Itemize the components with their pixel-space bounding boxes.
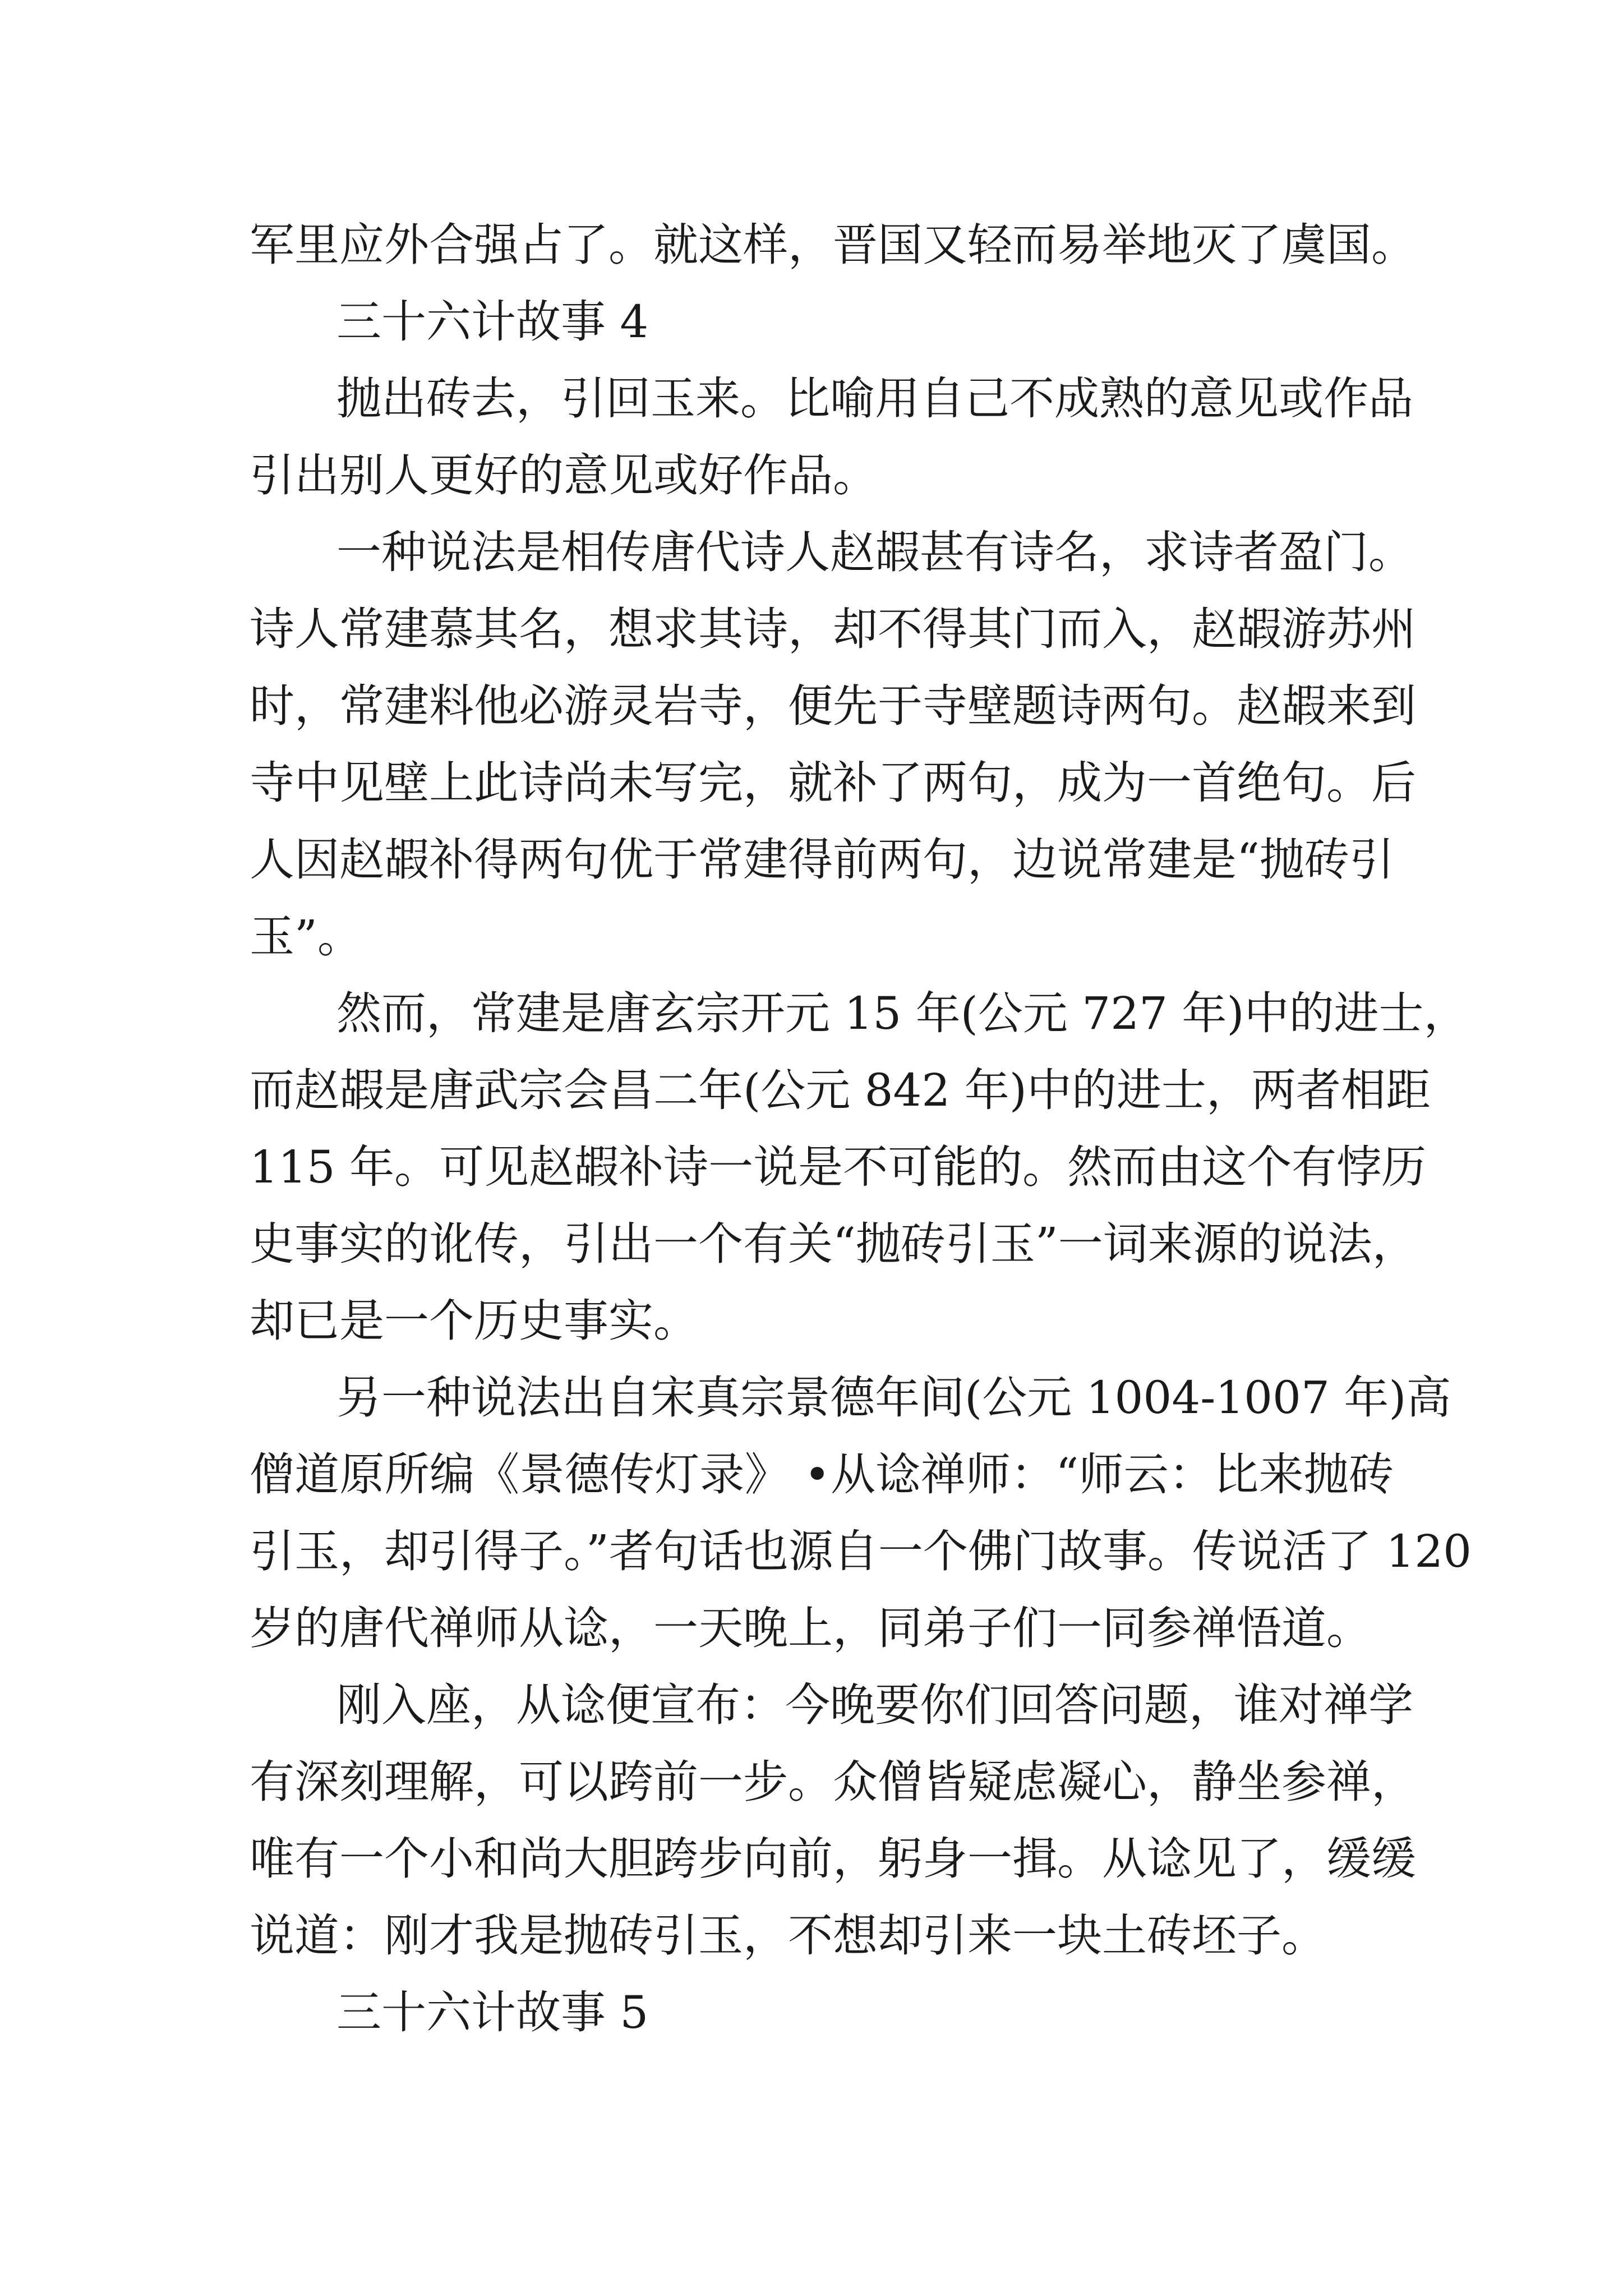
paragraph-line: 然而，常建是唐玄宗开元 15 年(公元 727 年)中的进士， [336, 987, 1469, 1039]
paragraph-line: 说道：刚才我是抛砖引玉，不想却引来一块土砖坯子。 [250, 1910, 1326, 1962]
paragraph-line: 人因赵嘏补得两句优于常建得前两句，边说常建是“抛砖引 [250, 834, 1394, 886]
paragraph-line: 引出别人更好的意见或好作品。 [250, 449, 878, 501]
paragraph-line: 寺中见壁上此诗尚未写完，就补了两句，成为一首绝句。后 [250, 757, 1416, 809]
paragraph-line: 诗人常建慕其名，想求其诗，却不得其门而入，赵嘏游苏州 [250, 603, 1416, 655]
paragraph-line: 史事实的讹传，引出一个有关“抛砖引玉”一词来源的说法， [250, 1218, 1417, 1270]
section-heading: 三十六计故事 5 [336, 1986, 649, 2039]
paragraph-line: 另一种说法出自宋真宗景德年间(公元 1004-1007 年)高 [336, 1372, 1451, 1424]
section-heading: 三十六计故事 4 [336, 296, 649, 348]
paragraph-line: 有深刻理解，可以跨前一步。众僧皆疑虑凝心，静坐参禅， [250, 1756, 1416, 1808]
paragraph-line: 刚入座，从谂便宣布：今晚要你们回答问题，谁对禅学 [336, 1679, 1413, 1731]
paragraph-line: 玉”。 [250, 910, 362, 963]
paragraph-line: 时，常建料他必游灵岩寺，便先于寺壁题诗两句。赵嘏来到 [250, 680, 1416, 732]
paragraph-line: 岁的唐代禅师从谂，一天晚上，同弟子们一同参禅悟道。 [250, 1602, 1371, 1654]
paragraph-line: 僧道原所编《景德传灯录》 •从谂禅师：“师云：比来抛砖 [250, 1448, 1394, 1501]
paragraph-line: 而赵嘏是唐武宗会昌二年(公元 842 年)中的进士，两者相距 [250, 1064, 1431, 1116]
paragraph-line: 115 年。可见赵嘏补诗一说是不可能的。然而由这个有悖历 [250, 1141, 1427, 1193]
paragraph-line: 抛出砖去，引回玉来。比喻用自己不成熟的意见或作品 [336, 372, 1413, 425]
paragraph-line: 引玉，却引得子。”者句话也源自一个佛门故事。传说活了 120 [250, 1525, 1472, 1577]
paragraph-line: 一种说法是相传唐代诗人赵嘏甚有诗名，求诗者盈门。 [336, 526, 1413, 578]
paragraph-line: 军里应外合强占了。就这样，晋国又轻而易举地灭了虞国。 [250, 219, 1416, 271]
paragraph-line: 唯有一个小和尚大胆跨步向前，躬身一揖。从谂见了，缓缓 [250, 1833, 1416, 1885]
paragraph-line: 却已是一个历史事实。 [250, 1295, 698, 1347]
